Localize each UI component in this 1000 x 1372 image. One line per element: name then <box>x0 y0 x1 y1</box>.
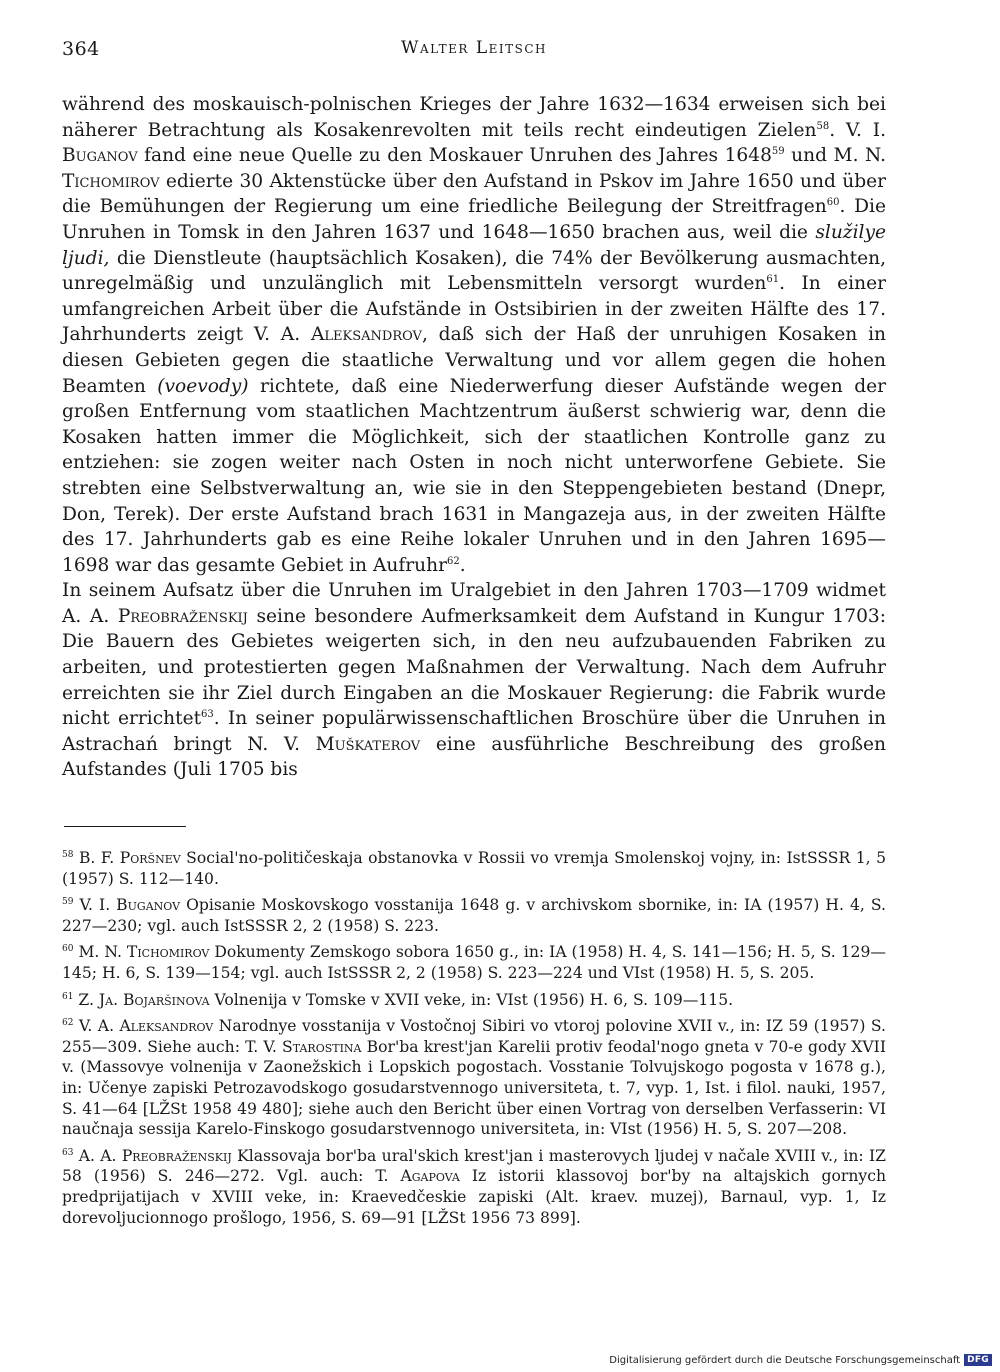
footnote-58 <box>62 848 886 889</box>
footnote-author: Agapova <box>400 1167 460 1186</box>
text: . In einer umfangreichen Arbeit über die Aufstände in Ostsibirien in der zweiten Hälfte des 17. Jahrhunderts zeigt V. A. <box>62 273 886 346</box>
text: In seinem Aufsatz über die Unruhen im Uralgebiet in den Jahren 1703—1709 widmet A. A. <box>62 580 886 627</box>
footnote-number: 58 <box>62 849 74 860</box>
digitization-note: Digitalisierung gefördert durch die Deutsche Forschungsgemeinschaft <box>609 1354 961 1366</box>
footnote-divider <box>64 826 186 827</box>
body-text <box>62 92 886 783</box>
text: richtete, daß eine Niederwerfung dieser Aufstände wegen der großen Entfernung vom staatlichen Machtzentrum äußerst schwierig war, denn die Kosaken hatten immer die Möglichkeit, sich der staatlichen Kontrolle ganz zu entziehen: sie zogen weiter nach Osten in noch nicht unterworfene Gebiete. Sie strebten eine Selbstverwaltung an, wie sie in den Steppengebieten bestand (Dnepr, Don, Terek). Der erste Aufstand brach 1631 in Mangazeja aus, in der zweiten Hälfte des 17. Jahrhunderts gab es eine Reihe lokaler Unruhen und in den Jahren 1695—1698 war das gesamte Gebiet in Aufruhr <box>62 375 886 576</box>
author-name: Muškaterov <box>315 733 421 755</box>
dfg-logo: DFG <box>964 1354 992 1366</box>
footnote-author: Z. Ja. Bojaršinova <box>78 990 210 1009</box>
footnote-number: 63 <box>62 1147 74 1158</box>
footnote-author: B. F. Poršnev <box>78 849 181 867</box>
footnote-text: Iz istorii klassovoj bor'by na altajskich gornych predprijatijach v XVIII veke, in: Kraevedčeskie zapiski (Alt. kraev. muzej), Barnaul, vyp. 1, Iz dorevoljucionnogo prošlogo, 1956, S. 69—91 [LŽSt 1956 73 899]. <box>62 1167 886 1227</box>
footnote-text: Opisanie Moskovskogo vosstanija 1648 g. v archivskom sbornike, in: IA (1957) H. 4, S. 227—230; vgl. auch IstSSSR 2, 2 (1958) S. 223. <box>62 896 886 935</box>
footnote-text: Volnenija v Tomske v XVII veke, in: VIst (1956) H. 6, S. 109—115. <box>209 990 734 1009</box>
footnote-61 <box>62 990 886 1011</box>
footnote-author: Starostina <box>282 1037 362 1056</box>
footnote-ref-61: 61 <box>766 273 780 285</box>
text: . In seiner populärwissenschaftlichen Broschüre über die Unruhen in Astrachań bringt N. V. <box>62 708 886 755</box>
footnote-62 <box>62 1016 886 1140</box>
footnote-text: Klassovaja bor'ba ural'skich krest'jan i masterovych ljudej v načale XVIII v., in: IZ 58 (1956) S. 246—272. Vgl. auch: T. <box>62 1146 886 1186</box>
author-name: Preobraženskij <box>117 605 248 627</box>
footnote-text: Narodnye vosstanija v Vostočnoj Sibiri vo vtoroj polovine XVII v., in: IZ 59 (1957) S. 255—309. Siehe auch: T. V. <box>62 1017 886 1056</box>
paragraph-2 <box>62 578 886 783</box>
text: . V. I. <box>829 119 886 141</box>
text: . <box>459 554 466 576</box>
footnote-60 <box>62 942 886 983</box>
footnote-number: 60 <box>62 944 74 955</box>
footnote-ref-63: 63 <box>201 709 214 721</box>
page-number: 364 <box>62 38 100 60</box>
footnote-ref-62: 62 <box>446 555 460 567</box>
footnote-text: Dokumenty Zemskogo sobora 1650 g., in: IA (1958) H. 4, S. 141—156; H. 5, S. 129—145; H. 6, S. 139—154; vgl. auch IstSSSR 2, 2 (1958) S. 223—224 und VIst (1958) H. 5, S. 205. <box>62 943 886 982</box>
text: fand eine neue Quelle zu den Moskauer Unruhen des Jahres 1648 <box>137 145 772 167</box>
page-header <box>62 38 886 68</box>
text: eine ausführliche Beschreibung des großen Aufstandes (Juli 1705 bis <box>62 733 886 781</box>
footnote-author: A. A. Preobraženskij <box>78 1146 232 1165</box>
footnote-ref-59: 59 <box>771 146 785 157</box>
footnote-author: M. N. Tichomirov <box>78 943 210 962</box>
text: und M. N. <box>784 145 886 167</box>
digitization-footer <box>609 1354 992 1366</box>
author-name: Aleksandrov <box>310 324 422 346</box>
footnote-author: V. A. Aleksandrov <box>78 1017 214 1036</box>
footnote-59 <box>62 895 886 936</box>
footnote-author: V. I. Buganov <box>79 896 181 915</box>
running-head: Walter Leitsch <box>401 38 547 58</box>
footnote-number: 59 <box>62 897 74 907</box>
author-name: Tichomirov <box>62 170 160 192</box>
footnote-ref-60: 60 <box>826 197 840 209</box>
footnote-text: Social'no-političeskaja obstanovka v Rossii vo vremja Smolenskoj vojny, in: IstSSSR 1, 5 (1957) S. 112—140. <box>62 849 886 888</box>
author-name: Buganov <box>62 145 138 167</box>
text: . Die Unruhen in Tomsk in den Jahren 1637 und 1648—1650 brachen aus, weil die <box>62 196 886 243</box>
paragraph-1 <box>62 92 886 578</box>
text: während des moskauisch-polnischen Krieges der Jahre 1632—1634 erweisen sich bei näherer Betrachtung als Kosakenrevolten mit teils recht eindeutigen Zielen <box>62 94 886 141</box>
footnote-ref-58: 58 <box>816 120 830 132</box>
footnote-number: 61 <box>62 991 74 1002</box>
footnote-63 <box>62 1146 886 1228</box>
text: edierte 30 Aktenstücke über den Aufstand in Pskov im Jahre 1650 und über die Bemühungen der Regierung um eine friedliche Beilegung der Streitfragen <box>62 170 886 218</box>
footnote-number: 62 <box>62 1017 74 1028</box>
italic-term: (voevody) <box>157 375 249 397</box>
italic-term: služilye ljudi, <box>62 221 886 269</box>
footnotes <box>62 848 886 1234</box>
footnote-text: Bor'ba krest'jan Karelii protiv feodal'nogo gneta v 70-e gody XVII v. (Massovye volnenija v Zaonežskich i Lopskich pogostach. Vosstanie Tolvujskogo pogosta v 1678 g.), in: Učenye zapiski Petrozavodskogo gosudarstvennogo universiteta, t. 7, vyp. 1, Ist. i filol. nauki, 1957, S. 41—64 [LŽSt 1958 49 480]; siehe auch den Bericht über einen Vortrag von derselben Verfasserin: VI naučnaja sessija Karelo-Finskogo gosudarstvennogo universiteta, in: VIst (1956) H. 5, S. 207—208. <box>62 1037 886 1139</box>
text: die Dienstleute (hauptsächlich Kosaken), die 74% der Bevölkerung ausmachten, unregelmäßig und unzulänglich mit Lebensmitteln versorgt wurden <box>62 247 886 295</box>
text: seine besondere Aufmerksamkeit dem Aufstand in Kungur 1703: Die Bauern des Gebietes weigerten sich, in den neu aufzubauenden Fabriken zu arbeiten, und protestierten gegen Maßnahmen der Verwaltung. Nach dem Aufruhr erreichten sie ihr Ziel durch Eingaben an die Moskauer Regierung: die Fabrik wurde nicht errichtet <box>62 605 887 730</box>
text: , daß sich der Haß der unruhigen Kosaken in diesen Gebieten gegen die staatliche Verwaltung und vor allem gegen die hohen Beamten <box>62 324 886 397</box>
